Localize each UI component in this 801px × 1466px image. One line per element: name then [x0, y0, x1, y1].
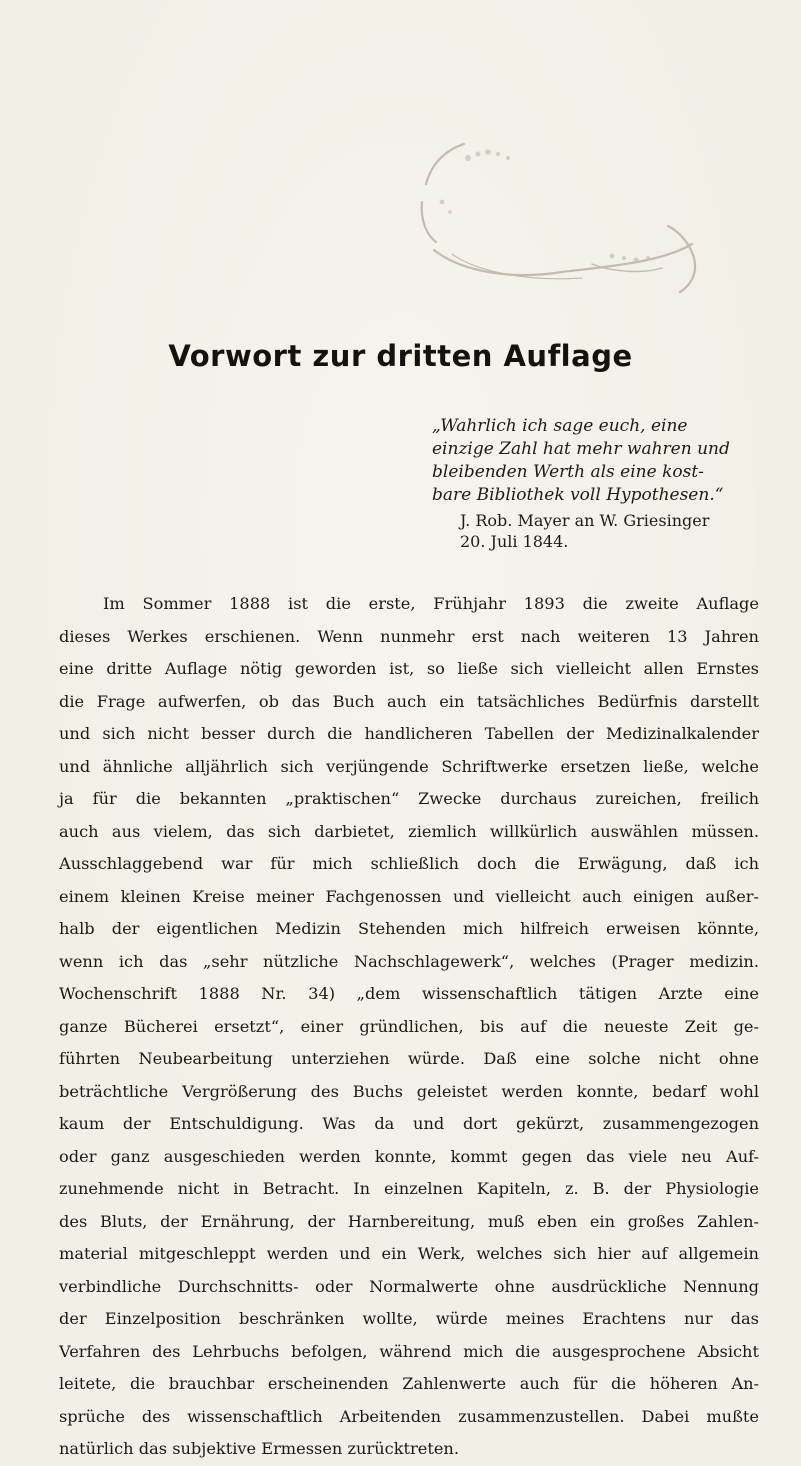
- motto-quote: [432, 415, 742, 507]
- text-line: dieses Werkes erschienen. Wenn nunmehr erst nach weiteren 13 Jahren: [59, 626, 759, 646]
- library-stamp-icon: [412, 132, 730, 308]
- text-line: und sich nicht besser durch die handlicheren Tabellen der Medizinalkalender: [59, 724, 759, 743]
- text-line: einem kleinen Kreise meiner Fachgenossen und vielleicht auch einigen außer-: [59, 886, 759, 906]
- page-title: Vorwort zur dritten Auflage: [168, 339, 633, 373]
- text-line: Ausschlaggebend war für mich schließlich doch die Erwägung, daß ich: [59, 854, 759, 873]
- text-line: beträchtliche Vergrößerung des Buchs geleistet werden konnte, bedarf wohl: [59, 1081, 759, 1101]
- text-line: die Frage aufwerfen, ob das Buch auch ein tatsächliches Bedürfnis darstellt: [59, 691, 759, 711]
- motto-line: bleibenden Werth als eine kost-: [432, 462, 704, 482]
- text-line: Im Sommer 1888 ist die erste, Frühjahr 1893 die zweite Auflage: [103, 594, 759, 613]
- motto-line: „Wahrlich ich sage euch, eine: [432, 416, 688, 436]
- text-line: und ähnliche alljährlich sich verjüngende Schriftwerke ersetzen ließe, welche: [59, 756, 759, 776]
- text-line: leitete, die brauchbar erscheinenden Zahlenwerte auch für die höheren An-: [59, 1374, 759, 1393]
- text-line: des Bluts, der Ernährung, der Harnbereitung, muß eben ein großes Zahlen-: [59, 1211, 759, 1231]
- text-line: material mitgeschleppt werden und ein Werk, welches sich hier auf allgemein: [59, 1244, 759, 1263]
- text-line: der Einzelposition beschränken wollte, würde meines Erachtens nur das: [59, 1309, 759, 1328]
- motto-attribution: [460, 510, 760, 552]
- text-line: ja für die bekannten „praktischen“ Zwecke durchaus zureichen, freilich: [59, 789, 759, 808]
- text-line: Verfahren des Lehrbuchs befolgen, während mich die ausgesprochene Absicht: [59, 1341, 759, 1361]
- text-line: sprüche des wissenschaftlich Arbeitenden zusammenzustellen. Dabei mußte: [59, 1406, 759, 1426]
- attribution-date: 20. Juli 1844.: [460, 532, 569, 551]
- text-line: halb der eigentlichen Medizin Stehenden mich hilfreich erweisen könnte,: [59, 919, 759, 938]
- text-line: oder ganz ausgeschieden werden konnte, kommt gegen das viele neu Auf-: [59, 1146, 759, 1166]
- text-line: natürlich das subjektive Ermessen zurücktreten.: [59, 1439, 459, 1458]
- text-line: Wochenschrift 1888 Nr. 34) „dem wissenschaftlich tätigen Arzte eine: [59, 984, 759, 1003]
- text-line: wenn ich das „sehr nützliche Nachschlagewerk“, welches (Prager medizin.: [59, 951, 759, 971]
- text-line: verbindliche Durchschnitts- oder Normalwerte ohne ausdrückliche Nennung: [59, 1276, 759, 1296]
- attribution-author: J. Rob. Mayer an W. Griesinger: [460, 511, 710, 530]
- text-line: führten Neubearbeitung unterziehen würde. Daß eine solche nicht ohne: [59, 1049, 759, 1068]
- motto-line: bare Bibliothek voll Hypothesen.“: [432, 485, 724, 505]
- motto-line: einzige Zahl hat mehr wahren und: [432, 439, 730, 459]
- preface-paragraph: [59, 588, 759, 1466]
- text-line: eine dritte Auflage nötig geworden ist, so ließe sich vielleicht allen Ernstes: [59, 659, 759, 678]
- text-line: ganze Bücherei ersetzt“, einer gründlichen, bis auf die neueste Zeit ge-: [59, 1016, 759, 1036]
- text-line: zunehmende nicht in Betracht. In einzelnen Kapiteln, z. B. der Physiologie: [59, 1179, 759, 1198]
- text-line: auch aus vielem, das sich darbietet, ziemlich willkürlich auswählen müssen.: [59, 821, 759, 841]
- text-line: kaum der Entschuldigung. Was da und dort gekürzt, zusammengezogen: [59, 1114, 759, 1133]
